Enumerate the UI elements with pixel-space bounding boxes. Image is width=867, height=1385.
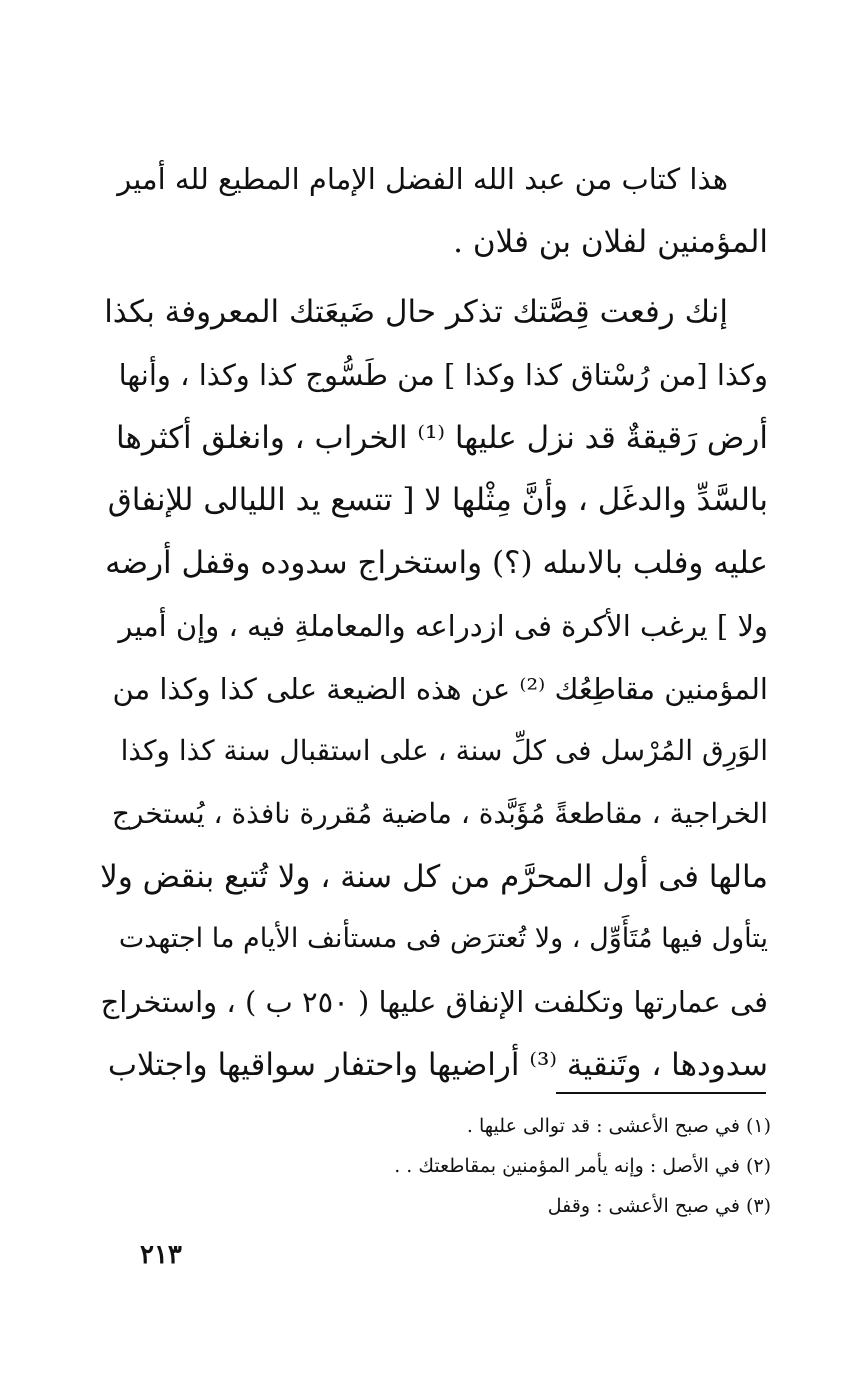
text-line: أرض رَقيقةٌ قد نزل عليها ⁽¹⁾ الخراب ، وانغلق أكثرها <box>116 419 768 456</box>
text-line: عليه وفلب بالاىىله (؟) واستخراج سدوده وقفل أرضه <box>105 545 768 582</box>
text-line: بالسَّدِّ والدغَل ، وأنَّ مِثْلها لا [ تتسع يد الليالى للإنفاق <box>107 482 768 519</box>
text-line: فى عمارتها وتكلفت الإنفاق عليها ( ٢٥٠ ب ) ، واستخراج <box>100 984 768 1019</box>
paragraph-2 <box>100 281 768 1096</box>
paragraph-gap <box>100 273 768 281</box>
text-line: مالها فى أول المحرَّم من كل سنة ، ولا تُتبع بنقض ولا <box>100 858 768 895</box>
text-line: الوَرِق المُرْسل فى كلِّ سنة ، على استقبال سنة كذا وكذا <box>120 734 768 768</box>
text-line: ولا ] يرغب الأكرة فى ازدراعه والمعاملةِ فيه ، وإن أمير <box>118 608 768 643</box>
text-line: يتأول فيها مُتَأَوِّل ، ولا تُعترَض فى مستأنف الأيام ما اجتهدت <box>118 923 768 955</box>
text-line: هذا كتاب من عبد الله الفضل الإمام المطيع لله أمير <box>117 162 728 196</box>
text-line: وكذا [من رُسْتاق كذا وكذا ] من طَسُّوج كذا وكذا ، وأنها <box>118 358 768 393</box>
text-line: الخراجية ، مقاطعةً مُؤَبَّدة ، ماضية مُقررة نافذة ، يُستخرج <box>111 796 768 830</box>
footnote-divider <box>556 1092 766 1094</box>
text-line: المؤمنين مقاطِعُك ⁽²⁾ عن هذه الضيعة على كذا وكذا من <box>112 671 768 706</box>
text-line: سدودها ، وتَنقية ⁽³⁾ أراضيها واحتفار سواقيها واجتلاب <box>107 1046 768 1083</box>
footnote-2: (٢) في الأصل : وإنه يأمر المؤمنين بمقاطعتك . . <box>394 1155 771 1177</box>
text-line: المؤمنين لفلان بن فلان . <box>453 223 768 260</box>
paragraph-1 <box>100 148 768 273</box>
footnotes <box>211 1106 771 1226</box>
page-number: ٢١٣ <box>140 1240 182 1270</box>
text-line: إنك رفعت قِصَّتك تذكر حال ضَيعَتك المعروفة بكذا <box>104 294 728 331</box>
footnote-1: (١) في صبح الأعشى : قد توالى عليها . <box>466 1115 771 1137</box>
footnote-3: (٣) في صبح الأعشى : وقفل <box>547 1195 771 1217</box>
body-text <box>100 148 768 1096</box>
